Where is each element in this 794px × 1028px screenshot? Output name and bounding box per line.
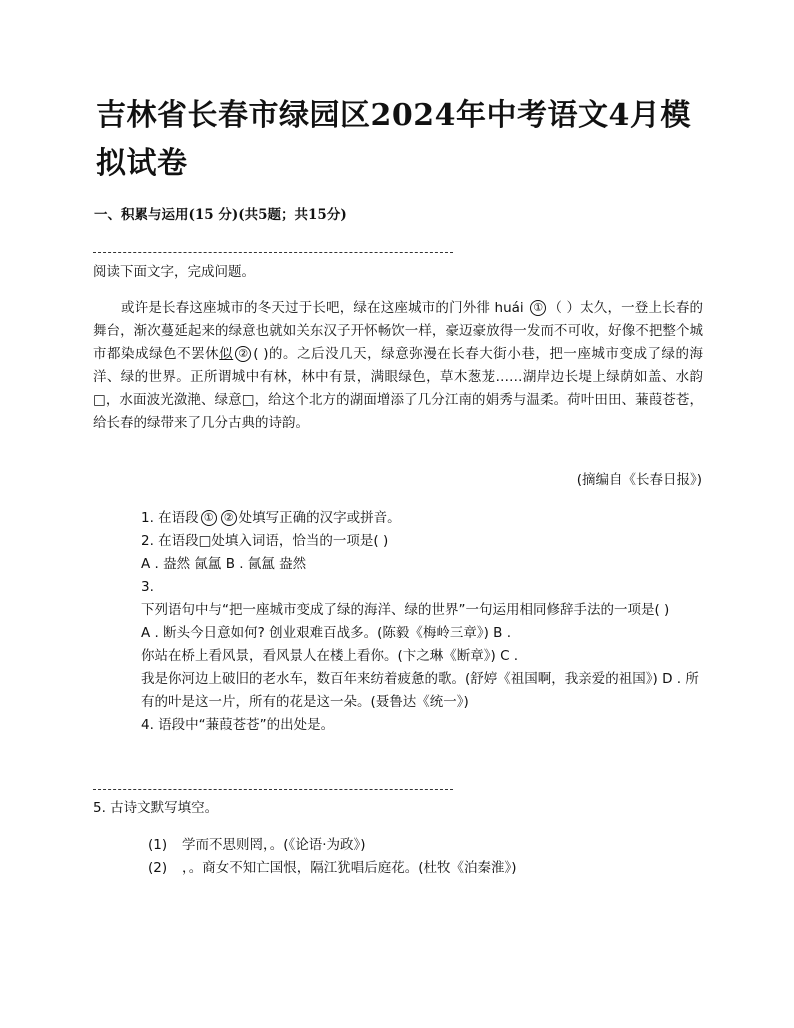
page-title: 吉林省长春市绿园区2024年中考语文4月模拟试卷	[96, 98, 691, 181]
section-title: 一、积累与运用(15 分)(共5题；共15分)	[94, 207, 347, 223]
passage-source: (摘编自《长春日报》)	[576, 472, 702, 488]
divider-1	[93, 252, 453, 253]
question-3-option-c: 我是你河边上破旧的老水车，数百年来纺着疲惫的歌。(舒婷《祖国啊，我亲爱的祖国》) D . 所有的叶是这一片，所有的花是这一朵。(聂鲁达《统一》)	[141, 671, 699, 710]
passage-part-2: （ ）太久，一登上长春的舞台，渐次蔓延起来的绿意也就如关东汉子开怀畅饮一样，豪迈豪放得一发而不可收，好像不把整个城市都染成绿色不罢休	[93, 300, 703, 362]
reading-instruction: 阅读下面文字，完成问题。	[93, 264, 255, 280]
question-1-text-b: 处填写正确的汉字或拼音。	[238, 510, 401, 526]
divider-2	[93, 789, 453, 790]
poem-line-2-text: ，。商女不知亡国恨，隔江犹唱后庭花。(杜牧《泊秦淮》)	[182, 860, 517, 876]
question-3-option-a: A . 断头今日意如何? 创业艰难百战多。(陈毅《梅岭三章》) B .	[141, 625, 511, 641]
passage-part-1: 或许是长春这座城市的冬天过于长吧，绿在这座城市的门外徘 huái	[121, 300, 524, 316]
blank-marker-2: ②	[235, 346, 251, 362]
question-list	[141, 507, 703, 737]
poem-fill-list	[148, 834, 688, 880]
question-2-options: A . 盎然 氤氲 B . 氤氲 盎然	[141, 556, 307, 572]
question-3-number: 3.	[141, 579, 154, 595]
underlined-char: 似	[219, 346, 234, 362]
poem-line-1	[148, 834, 688, 857]
poem-line-1-number: (1)	[148, 837, 168, 853]
question-1	[141, 507, 703, 530]
reading-passage	[93, 297, 703, 435]
question-1-marker-2: ②	[221, 510, 237, 526]
question-2: 2. 在语段□处填入词语，恰当的一项是( )	[141, 533, 389, 549]
question-1-marker-1: ①	[201, 510, 217, 526]
question-5: 5. 古诗文默写填空。	[93, 800, 219, 816]
question-4: 4. 语段中“蒹葭苍苍”的出处是。	[141, 717, 335, 733]
poem-line-1-text: 学而不思则罔，。(《论语·为政》)	[182, 837, 366, 853]
passage-part-3: ( )的。之后没几天，绿意弥漫在长春大街小巷，把一座城市变成了绿的海洋、绿的世界。正所谓城中有林，林中有景，满眼绿色，草木葱茏……湖岸边长堤上绿荫如盖、水韵□，水面波光潋滟、绿意□，给这个北方的湖面增添了几分江南的娟秀与温柔。荷叶田田、蒹葭苍苍，给长春的绿带来了几分古典的诗韵。	[93, 346, 704, 431]
blank-marker-1: ①	[530, 300, 546, 316]
poem-line-2-number: (2)	[148, 860, 168, 876]
question-3: 下列语句中与“把一座城市变成了绿的海洋、绿的世界”一句运用相同修辞手法的一项是( )	[141, 602, 670, 618]
question-3-option-b: 你站在桥上看风景，看风景人在楼上看你。(卞之琳《断章》) C .	[141, 648, 519, 664]
question-1-text-a: 1. 在语段	[141, 510, 199, 526]
poem-line-2	[148, 857, 688, 880]
